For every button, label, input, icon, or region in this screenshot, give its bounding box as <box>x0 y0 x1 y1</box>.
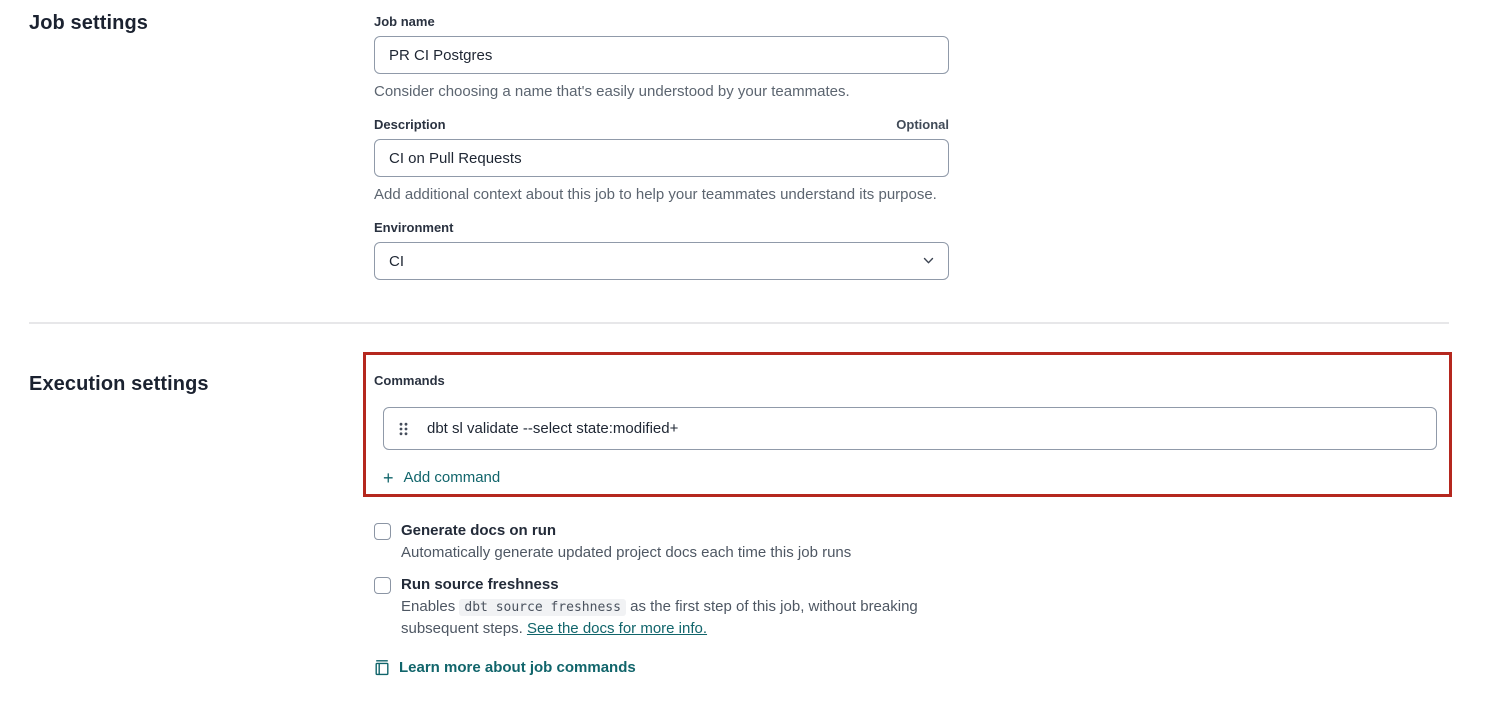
job-name-label: Job name <box>374 14 435 29</box>
freshness-desc-suffix: as the first step of this job, without breaking subsequent steps. <box>401 598 918 637</box>
environment-selected-value: CI <box>389 252 404 270</box>
code-snippet: dbt source freshness <box>459 599 626 616</box>
plus-icon: + <box>383 467 394 488</box>
optional-badge: Optional <box>896 117 949 132</box>
commands-label: Commands <box>374 373 445 388</box>
section-title-execution-settings: Execution settings <box>29 373 209 395</box>
add-command-button[interactable] <box>383 469 500 486</box>
job-settings-form <box>374 14 949 295</box>
job-name-input[interactable] <box>374 36 949 74</box>
environment-select[interactable] <box>374 242 949 280</box>
source-freshness-description <box>401 596 939 639</box>
generate-docs-label[interactable]: Generate docs on run <box>401 522 557 539</box>
freshness-desc-prefix: Enables <box>401 598 456 615</box>
run-source-freshness-checkbox[interactable] <box>374 577 391 594</box>
source-freshness-label[interactable]: Run source freshness <box>401 576 559 593</box>
section-divider <box>29 322 1449 324</box>
generate-docs-description: Automatically generate updated project docs each time this job runs <box>401 544 852 561</box>
environment-field-group <box>374 220 949 280</box>
chevron-down-icon <box>923 257 934 265</box>
description-helper-text: Add additional context about this job to help your teammates understand its purpose. <box>374 186 937 203</box>
description-input[interactable] <box>374 139 949 177</box>
add-command-label: Add command <box>403 469 501 486</box>
environment-label: Environment <box>374 220 454 235</box>
source-freshness-option <box>374 575 952 639</box>
learn-more-link[interactable] <box>374 659 636 676</box>
command-row[interactable] <box>383 407 1437 450</box>
description-label: Description <box>374 117 446 132</box>
book-icon <box>374 659 390 676</box>
generate-docs-option <box>374 521 952 563</box>
drag-handle-icon[interactable] <box>399 422 408 436</box>
command-text[interactable]: dbt sl validate --select state:modified+ <box>427 420 679 437</box>
learn-more-label: Learn more about job commands <box>399 659 636 676</box>
checkbox-options <box>374 521 952 651</box>
commands-highlight-box <box>363 352 1452 497</box>
description-field-group <box>374 117 949 205</box>
generate-docs-checkbox[interactable] <box>374 523 391 540</box>
job-name-helper-text: Consider choosing a name that's easily understood by your teammates. <box>374 83 850 100</box>
see-docs-link[interactable]: See the docs for more info. <box>526 620 708 637</box>
section-title-job-settings: Job settings <box>29 12 148 34</box>
job-name-field-group <box>374 14 949 102</box>
